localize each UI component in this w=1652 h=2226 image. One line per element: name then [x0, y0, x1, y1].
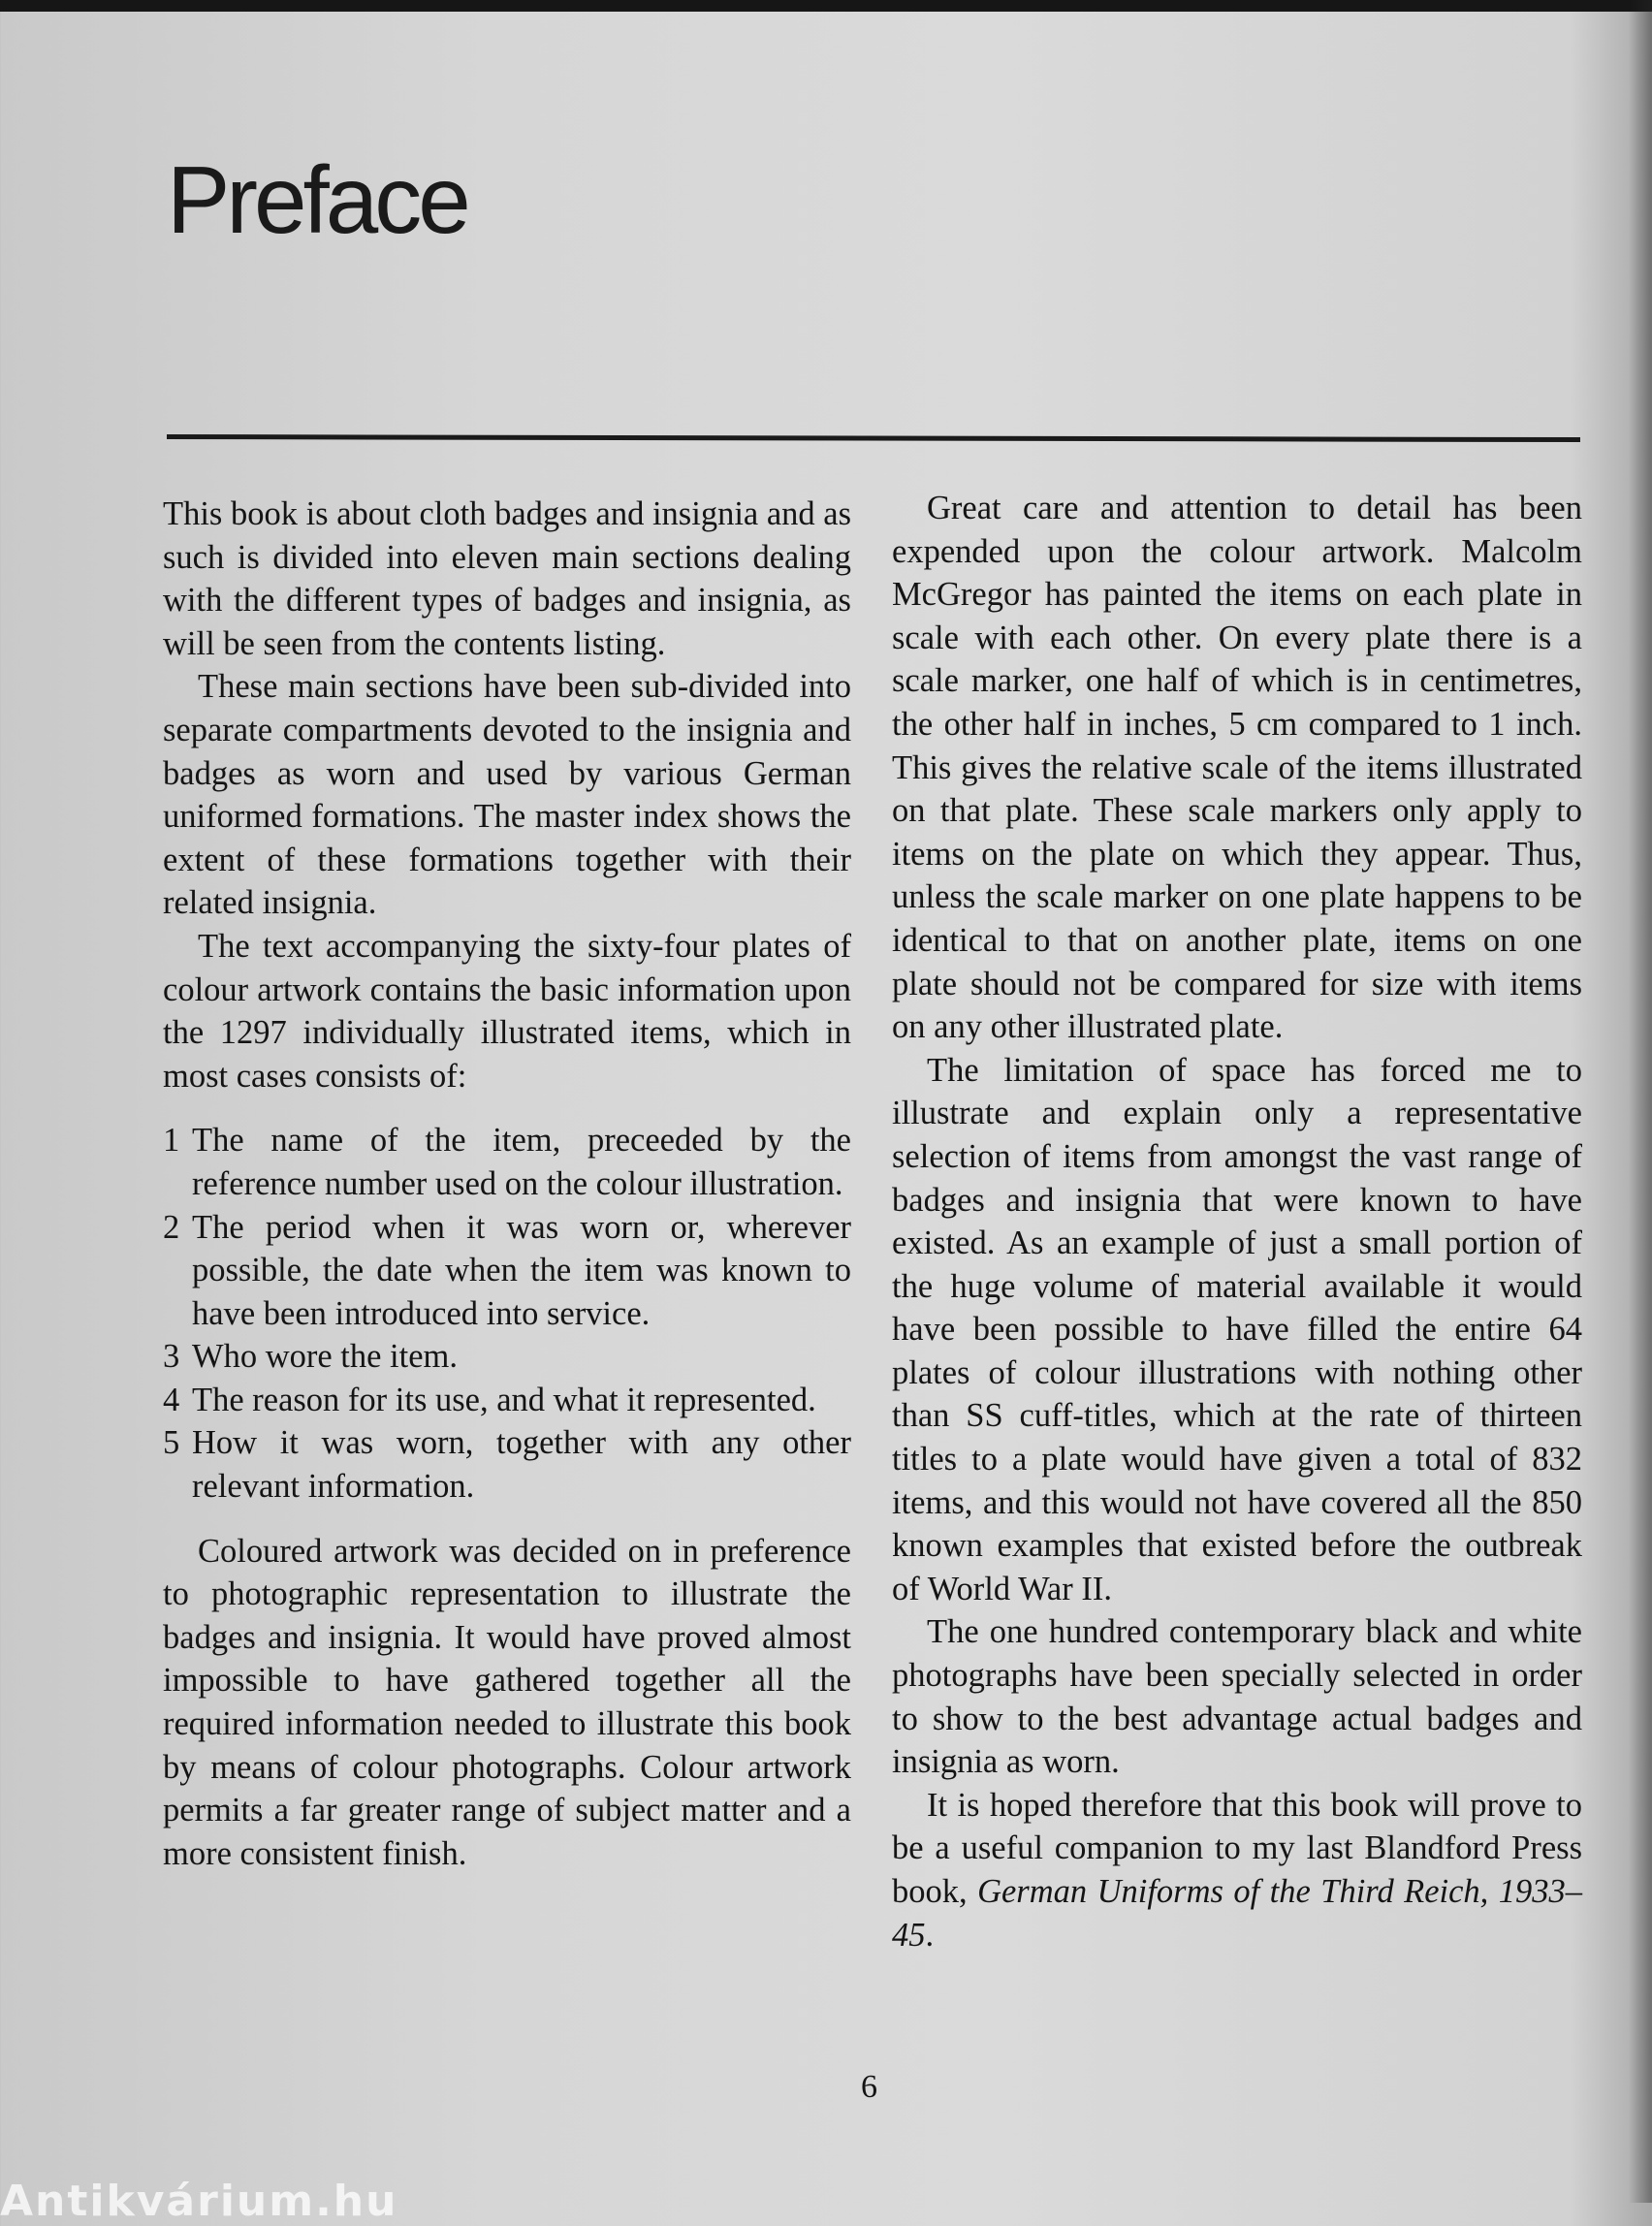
- paragraph: Great care and attention to detail has been expended upon the colour artwork. Malcolm McGregor has painted the items on each plate in scale with each other. On every plate there is a scale marker, one half of which is in centimetres, the other half in inches, 5 cm compared to 1 inch. This gives the relative scale of the items illustrated on that plate. These scale markers only apply to items on the plate on which they appear. Thus, unless the scale marker on one plate happens to be identical to that on another plate, items on one plate should not be compared for size with items on any other illustrated plate.: [892, 490, 1582, 1046]
- paragraph: The limitation of space has forced me to illustrate and explain only a representative selection of items from amongst the vast range of badges and insignia that were known to have existed. As an example of just a small portion of the huge volume of material available it would have been possible to have filled the entire 64 plates of colour illustrations with nothing other than SS cuff-titles, which at the rate of thirteen titles to a plate would have given a total of 832 items, and this would not have covered all the 850 known examples that existed before the outbreak of World War II.: [892, 1051, 1582, 1607]
- watermark: Antikvárium.hu: [0, 2177, 398, 2226]
- list-number: 1: [163, 1122, 180, 1160]
- list-text: The reason for its use, and what it represented.: [192, 1381, 816, 1418]
- right-column: [892, 487, 1582, 1956]
- list-item: [163, 1119, 851, 1205]
- page-title: Preface: [167, 146, 467, 253]
- left-column: [163, 493, 851, 1875]
- list-number: 4: [163, 1381, 180, 1418]
- paragraph: Coloured artwork was decided on in preference to photographic representation to illustrate the badges and insignia. It would have proved almost impossible to have gathered together all the required information needed to illustrate this book by means of colour photographs. Colour artwork permits a far greater range of subject matter and a more consistent finish.: [163, 1532, 851, 1872]
- list-item: [163, 1335, 851, 1379]
- list-item: [163, 1379, 851, 1422]
- list-number: 5: [163, 1424, 180, 1462]
- paragraph: These main sections have been sub-divided into separate compartments devoted to the insignia and badges as worn and used by various German uniformed formations. The master index shows the extent of these formations together with their related insignia.: [163, 668, 851, 922]
- text-run: It is hoped therefore that this book will prove to be a useful companion to my last Blandford Press book,: [892, 1786, 1582, 1910]
- list-text: The period when it was worn or, wherever possible, the date when the item was known to have been introduced into service.: [192, 1208, 851, 1332]
- page-number: 6: [861, 2069, 877, 2105]
- paragraph: This book is about cloth badges and insignia and as such is divided into eleven main sections dealing with the different types of badges and insignia, as will be seen from the contents listing.: [163, 495, 852, 662]
- book-title-italic: German Uniforms of the Third Reich, 1933–45: [892, 1873, 1583, 1954]
- list-text: How it was worn, together with any other relevant information.: [192, 1424, 851, 1506]
- list-item: [163, 1421, 851, 1508]
- paragraph: The text accompanying the sixty-four plates of colour artwork contains the basic information upon the 1297 individually illustrated items, which in most cases consists of:: [163, 927, 851, 1095]
- paragraph: [892, 1784, 1582, 1956]
- list-text: Who wore the item.: [192, 1338, 458, 1376]
- list-item: [163, 1206, 851, 1336]
- title-rule: [167, 434, 1580, 442]
- list-number: 2: [163, 1208, 180, 1246]
- text-run: .: [925, 1916, 935, 1954]
- contents-list: [163, 1119, 851, 1508]
- list-text: The name of the item, preceeded by the reference number used on the colour illustration.: [192, 1122, 851, 1202]
- list-number: 3: [163, 1338, 180, 1376]
- page-curl-shadow: [1629, 0, 1652, 2203]
- top-page-edge: [0, 0, 1652, 12]
- paragraph: The one hundred contemporary black and white photographs have been specially selected in order to show to the best advantage actual badges and insignia as worn.: [892, 1613, 1582, 1781]
